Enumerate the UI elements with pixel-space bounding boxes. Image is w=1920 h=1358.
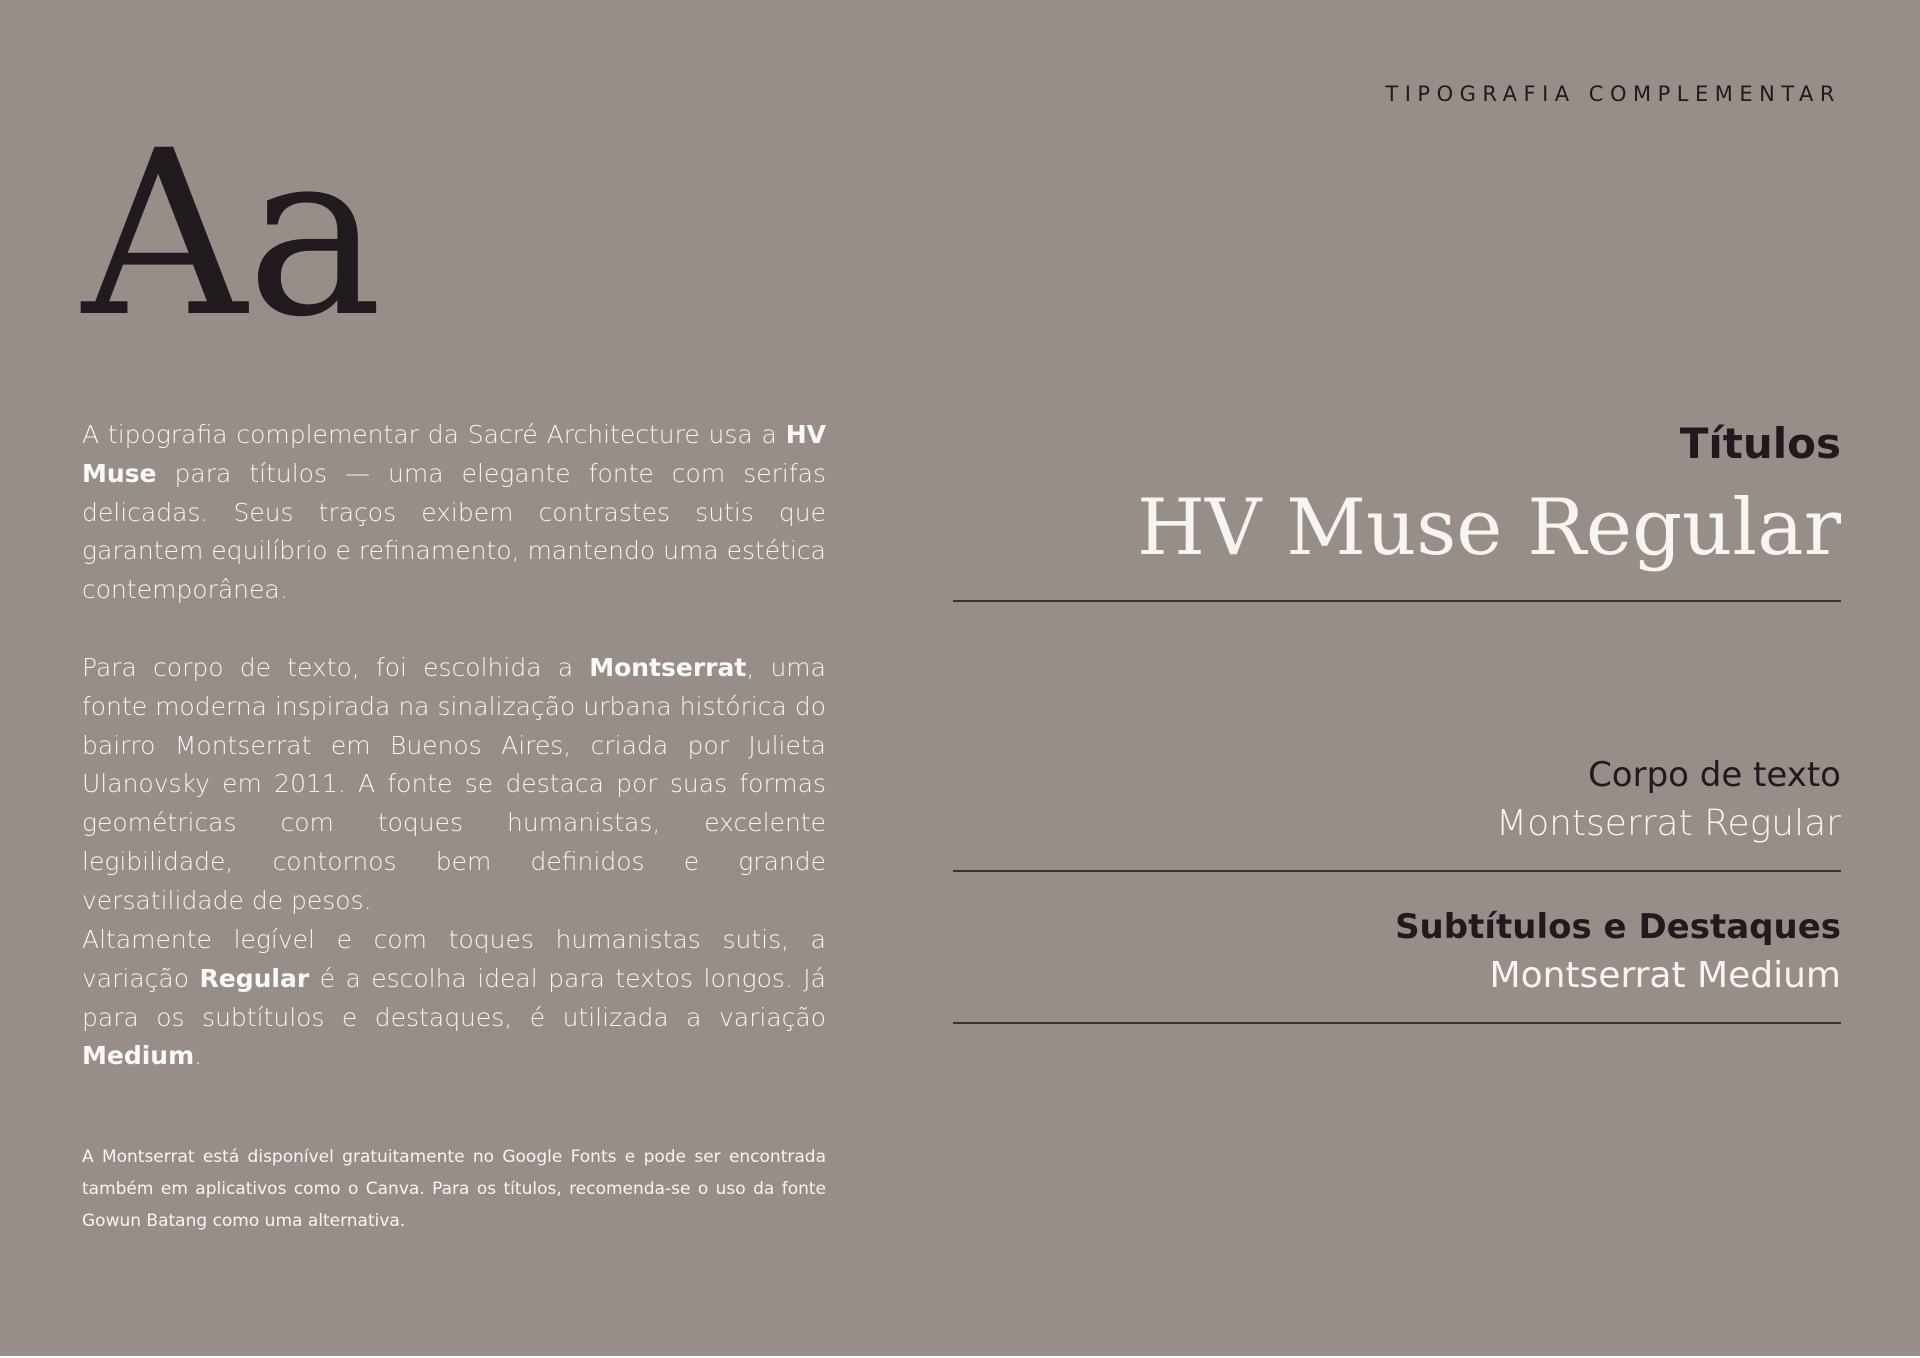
body-text-label: Corpo de texto (1588, 755, 1841, 795)
body-font-highlight-montserrat: Montserrat (589, 653, 747, 682)
body-text-font-name: Montserrat Regular (1496, 803, 1841, 844)
intro-text-2: para títulos — uma elegante fonte com serifas delicadas. Seus traços exibem contrastes sutis que garantem equilíbrio e refinamento, mantendo uma estética contemporânea. (82, 458, 826, 605)
weights-text-3: . (194, 1041, 203, 1071)
subtitles-font-name: Montserrat Medium (1489, 955, 1841, 996)
subtitles-label: Subtítulos e Destaques (1395, 907, 1841, 947)
intro-highlight-hv-muse: HV Muse (82, 420, 826, 488)
divider (953, 870, 1841, 872)
weights-paragraph (82, 921, 826, 1076)
section-title: TIPOGRAFIA COMPLEMENTAR (1385, 82, 1841, 106)
body-font-paragraph (82, 649, 826, 921)
divider (953, 1022, 1841, 1024)
titles-label: Títulos (1679, 419, 1841, 468)
divider (953, 600, 1841, 602)
titles-font-name: HV Muse Regular (1136, 483, 1841, 573)
weights-highlight-regular: Regular (199, 963, 310, 993)
body-font-text-1: Para corpo de texto, foi escolhida a (82, 653, 590, 682)
footnote: A Montserrat está disponível gratuitamente no Google Fonts e pode ser encontrada também em aplicativos como o Canva. Para os títulos, recomenda-se o uso da fonte Gowun Batang como uma alternativa. (82, 1147, 826, 1231)
intro-paragraph (82, 416, 826, 610)
glyph-sample: Aa (82, 101, 383, 367)
body-font-text-2: , uma fonte moderna inspirada na sinalização urbana histórica do bairro Montserrat em Buenos Aires, criada por Julieta Ulanovsky em 2011. A fonte se destaca por suas formas geométricas com toques humanistas, excelente legibilidade, contornos bem definidos e grande versatilidade de pesos. (82, 653, 826, 915)
weights-text-2: é a escolha ideal para textos longos. Já para os subtítulos e destaques, é utilizada a variação (82, 963, 827, 1032)
intro-text-1: A tipografia complementar da Sacré Architecture usa a (82, 420, 786, 449)
weights-highlight-medium: Medium (82, 1041, 195, 1071)
weights-text-1: Altamente legível e com toques humanistas sutis, a variação (82, 925, 826, 993)
